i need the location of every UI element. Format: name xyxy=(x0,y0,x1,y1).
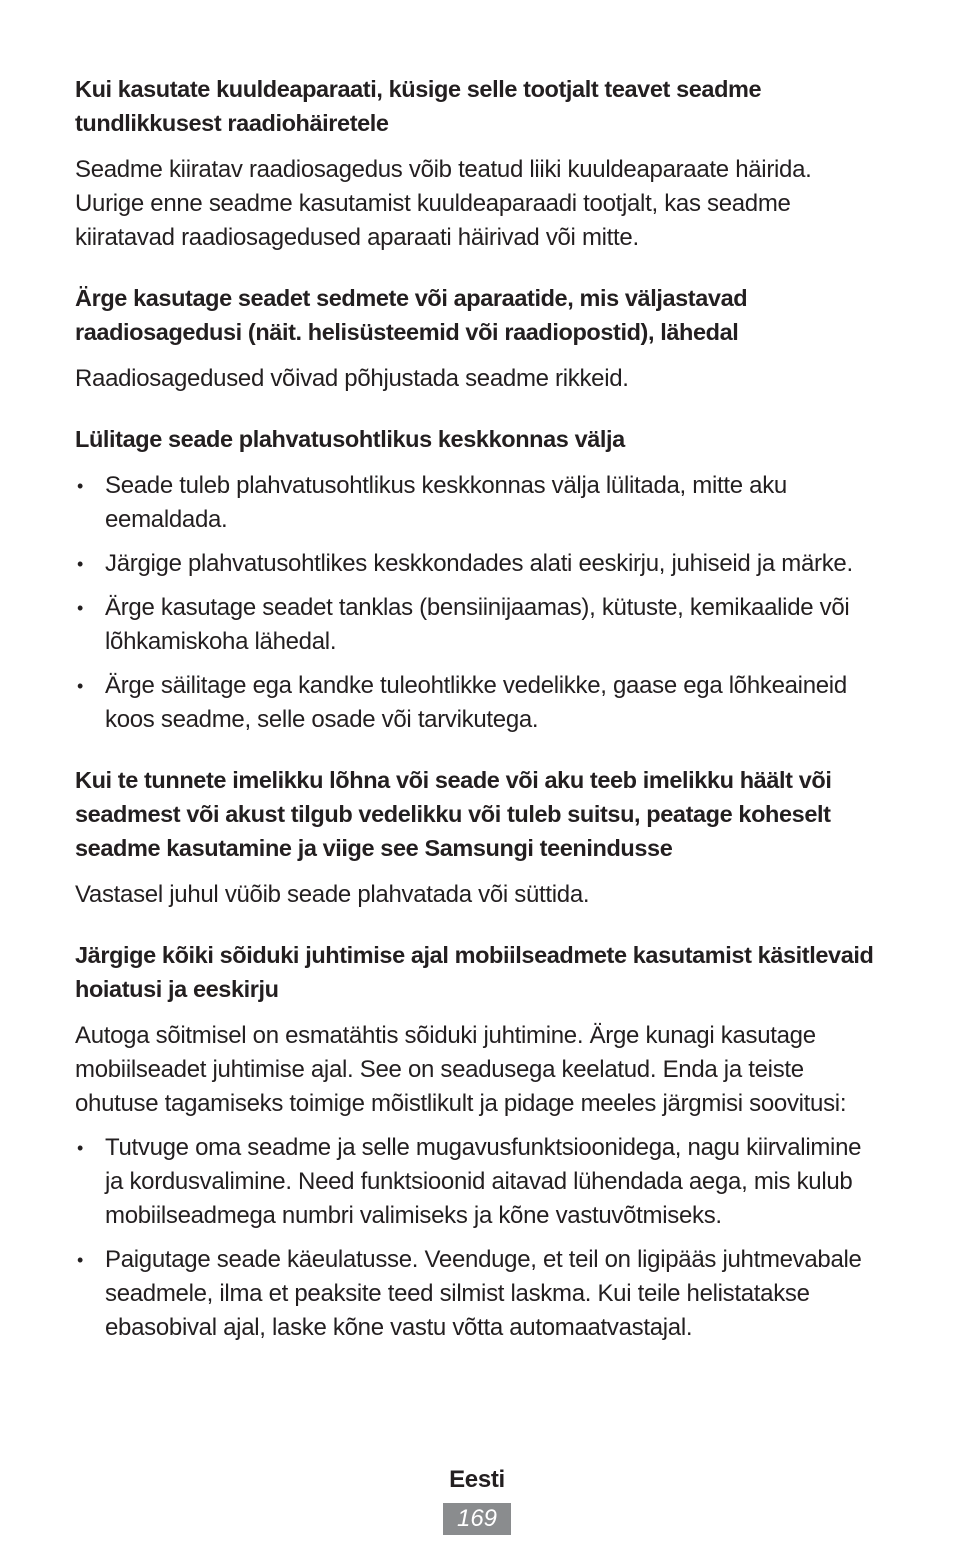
list-item-text: Ärge säilitage ega kandke tuleohtlikke vedelikke, gaase ega lõhkeaineid koos seadme, selle osade või tarvikutega. xyxy=(105,672,847,733)
list-item-text: Järgige plahvatusohtlikes keskkondades alati eeskirju, juhiseid ja märke. xyxy=(105,550,853,577)
section-heading: Kui te tunnete imelikku lõhna või seade või aku teeb imelikku häält või seadmest või akust tilgub vedelikku või tuleb suitsu, peatage koheselt seadme kasutamine ja viige see Samsungi teenindusse xyxy=(75,767,832,861)
list-item-text: Ärge kasutage seadet tanklas (bensiinijaamas), kütuste, kemikaalide või lõhkamiskoha lähedal. xyxy=(105,594,850,655)
list-item-text: Tutvuge oma seadme ja selle mugavusfunktsioonidega, nagu kiirvalimine ja kordusvalimine. Need funktsioonid aitavad lühendada aega, mis kulub mobiilseadmega numbri valimiseks ja kõne vastuvõtmiseks. xyxy=(105,1134,862,1229)
bullet-icon: • xyxy=(77,1138,84,1158)
list-item-text: Seade tuleb plahvatusohtlikus keskkonnas välja lülitada, mitte aku eemaldada. xyxy=(105,472,787,533)
section-paragraph: Autoga sõitmisel on esmatähtis sõiduki juhtimine. Ärge kunagi kasutage mobiilseadet juhtimise ajal. See on seadusega keelatud. Enda ja teiste ohutuse tagamiseks toimige mõistlikult ja pidage meeles järgmisi soovitusi: xyxy=(75,1022,847,1117)
section-paragraph: Vastasel juhul vüõib seade plahvatada või süttida. xyxy=(75,881,590,908)
section-explosive-environment xyxy=(75,422,875,737)
list-item xyxy=(75,591,875,659)
section-heading: Kui kasutate kuuldeaparaati, küsige selle tootjalt teavet seadme tundlikkusest raadiohäiretele xyxy=(75,76,762,136)
list-item-text: Paigutage seade käeulatusse. Veenduge, et teil on ligipääs juhtmevabale seadmele, ilma et peaksite teed silmist laskma. Kui teile helistatakse ebasobival ajal, laske kõne vastu võtta automaatvastajal. xyxy=(105,1246,862,1341)
bullet-icon: • xyxy=(77,476,84,496)
section-heading: Järgige kõiki sõiduki juhtimise ajal mobiilseadmete kasutamist käsitlevaid hoiatusi ja eeskirju xyxy=(75,942,874,1002)
list-item xyxy=(75,547,875,581)
section-heading: Lülitage seade plahvatusohtlikus keskkonnas välja xyxy=(75,426,625,452)
bullet-icon: • xyxy=(77,554,84,574)
list-item xyxy=(75,1243,875,1345)
list-item xyxy=(75,1131,875,1233)
bullet-list xyxy=(75,469,875,737)
list-item xyxy=(75,669,875,737)
footer-language: Eesti xyxy=(449,1466,505,1493)
section-smell-smoke xyxy=(75,763,875,912)
page-number: 169 xyxy=(443,1503,511,1535)
section-radio-devices xyxy=(75,281,875,396)
section-heading: Ärge kasutage seadet sedmete või aparaatide, mis väljastavad raadiosagedusi (näit. helisüsteemid või raadiopostid), lähedal xyxy=(75,285,748,345)
section-hearing-aid xyxy=(75,72,875,255)
bullet-icon: • xyxy=(77,1250,84,1270)
section-paragraph: Seadme kiiratav raadiosagedus võib teatud liiki kuuldeaparaate häirida. Uurige enne seadme kasutamist kuuldeaparaadi tootjalt, kas seadme kiiratavad raadiosagedused aparaati häirivad või mitte. xyxy=(75,156,812,251)
page-content xyxy=(75,72,875,1345)
list-item xyxy=(75,469,875,537)
bullet-list xyxy=(75,1131,875,1345)
bullet-icon: • xyxy=(77,676,84,696)
section-paragraph: Raadiosagedused võivad põhjustada seadme rikkeid. xyxy=(75,365,629,392)
section-driving xyxy=(75,938,875,1345)
bullet-icon: • xyxy=(77,598,84,618)
